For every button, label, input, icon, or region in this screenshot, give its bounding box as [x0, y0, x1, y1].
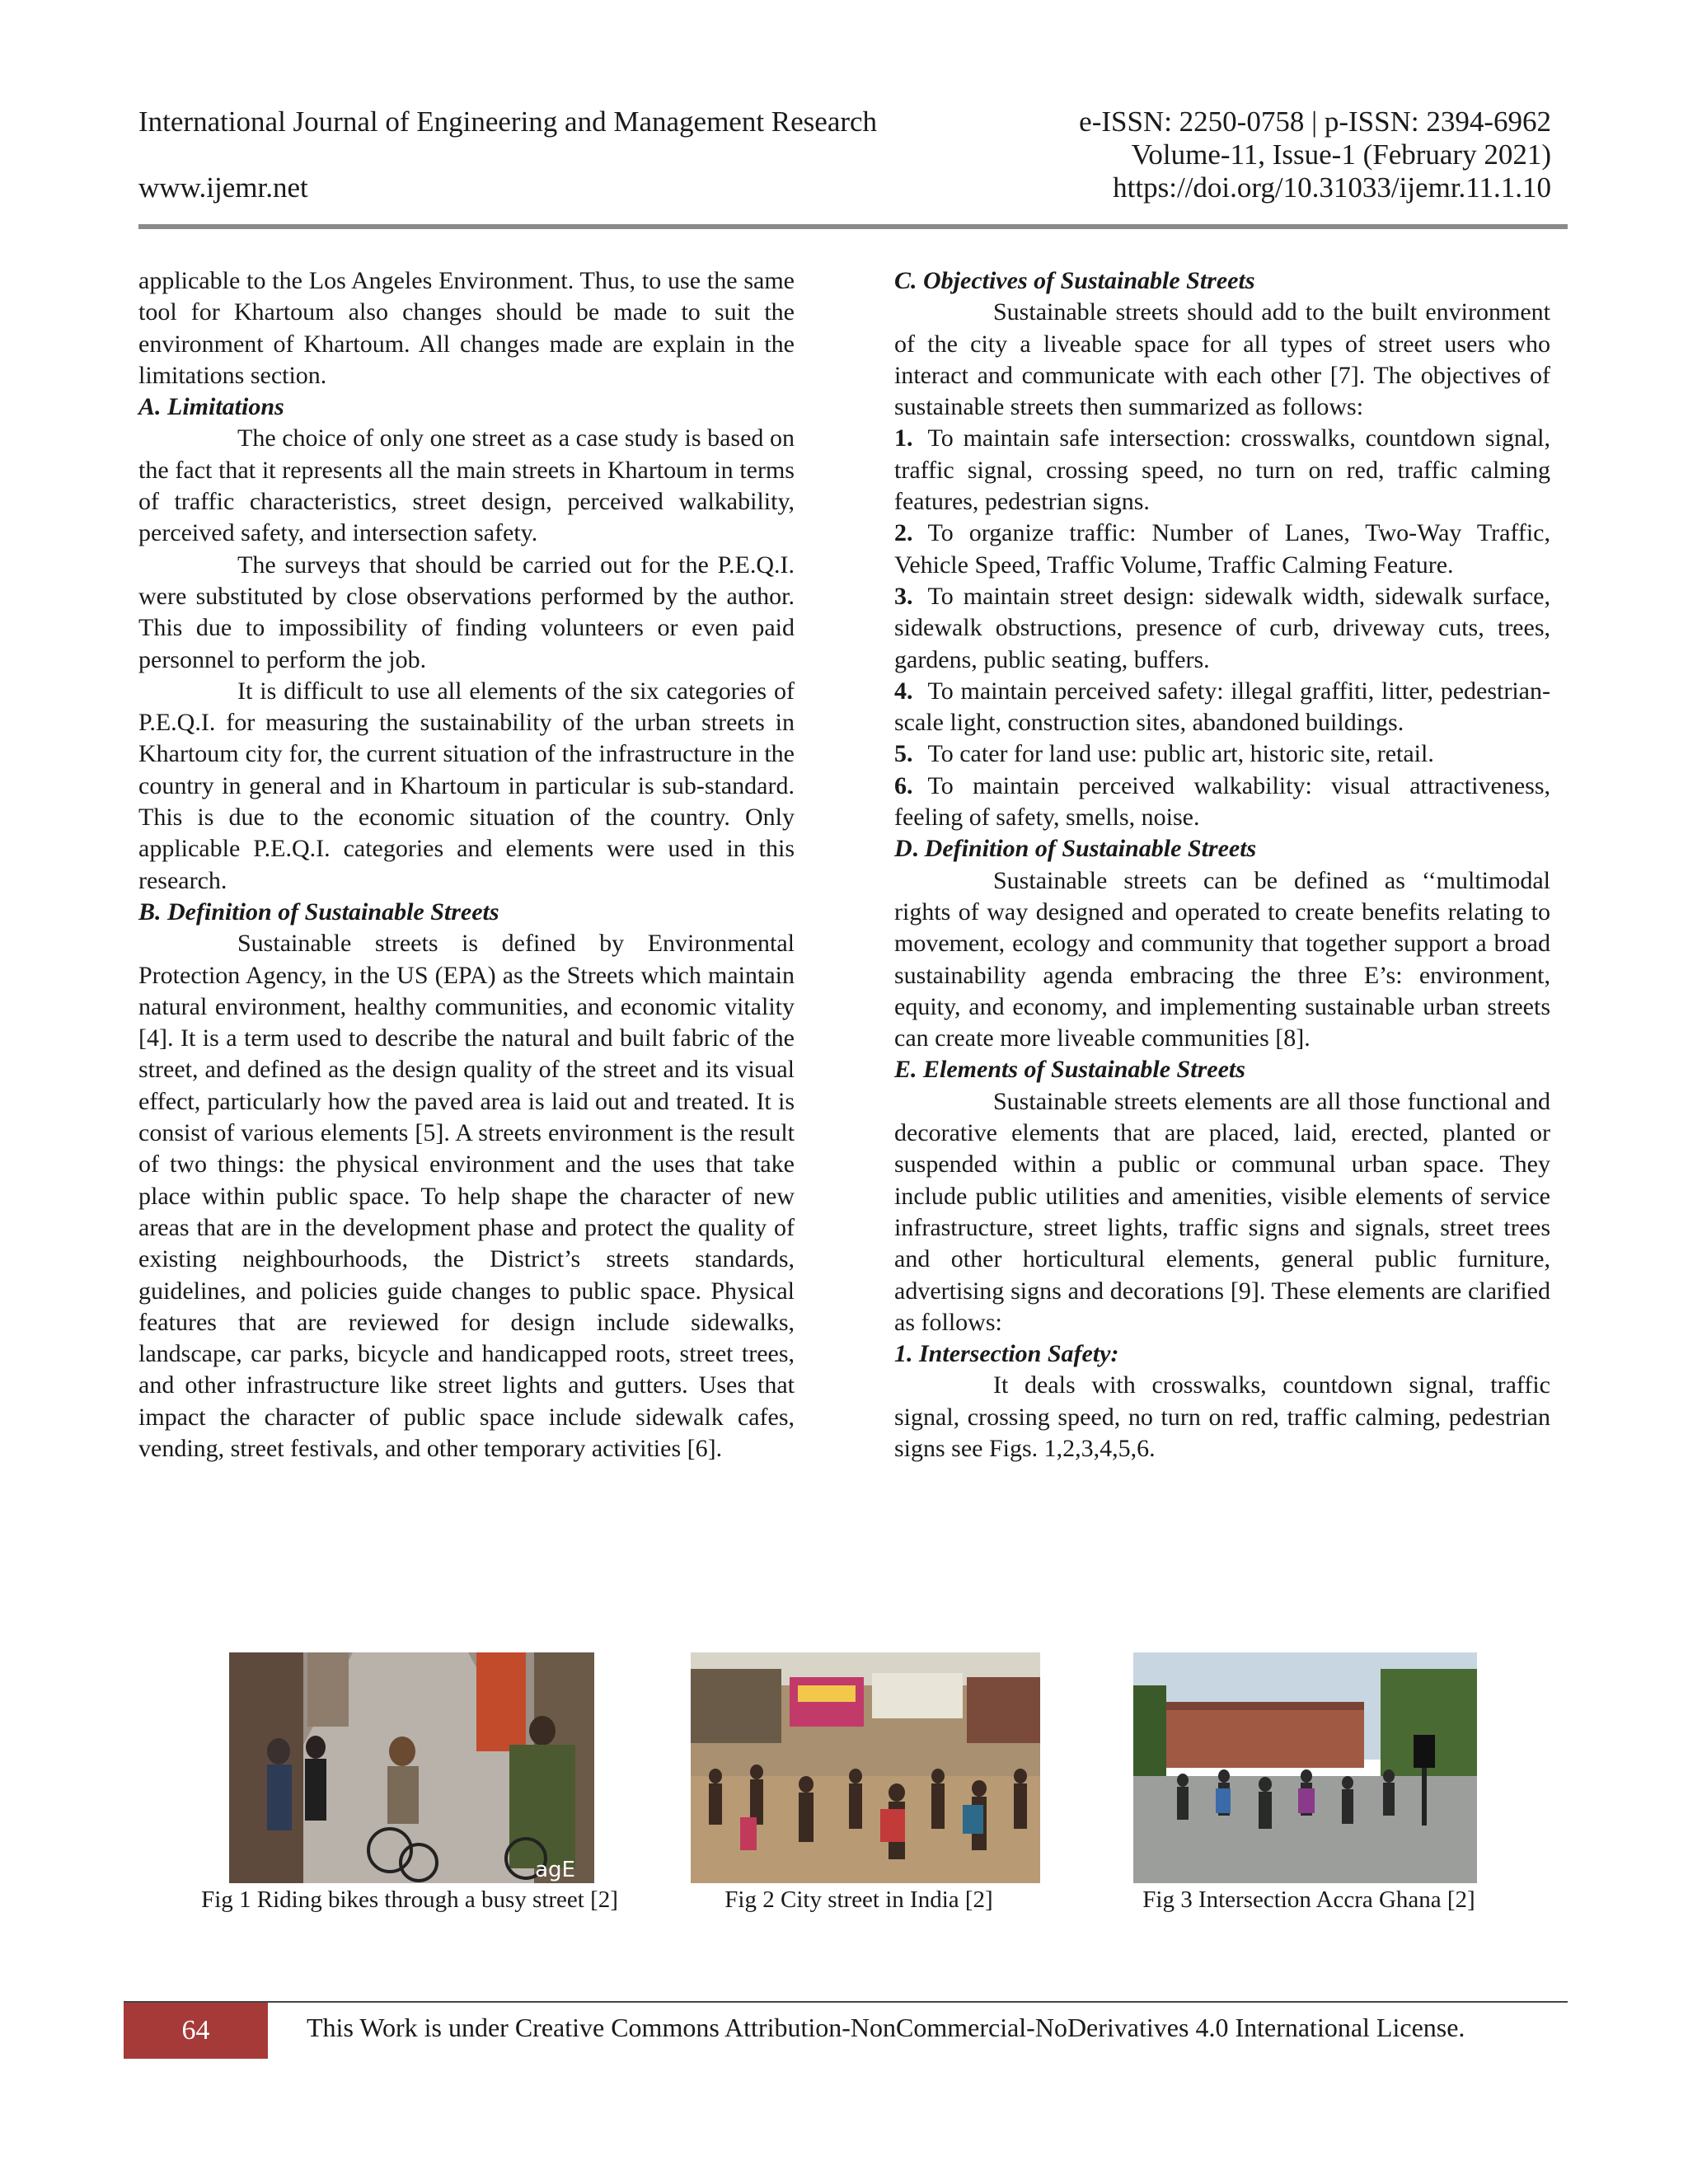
objective-text: To organize traffic: Number of Lanes, Two-Way Traffic, Vehicle Speed, Traffic Volume, Traffic Calming Feature. — [894, 519, 1550, 579]
objective-item-1 — [894, 423, 1550, 518]
journal-website[interactable]: www.ijemr.net — [138, 171, 308, 204]
figure-2-image — [691, 1652, 1040, 1883]
india-street-illustration — [691, 1652, 1040, 1883]
figure-3-caption: Fig 3 Intersection Accra Ghana [2] — [1142, 1886, 1475, 1913]
bike-street-illustration — [229, 1652, 594, 1883]
definition-d-label: D — [894, 835, 912, 863]
figure-2-caption: Fig 2 City street in India [2] — [724, 1886, 993, 1913]
definition-d-heading: D. Definition of Sustainable Streets — [894, 835, 1257, 863]
elements-heading: E. Elements of Sustainable Streets — [894, 1056, 1245, 1084]
volume-issue: Volume-11, Issue-1 (February 2021) — [1131, 138, 1551, 171]
figure-1-image — [229, 1652, 594, 1883]
objective-item-2 — [894, 518, 1550, 581]
doi-link[interactable]: https://doi.org/10.31033/ijemr.11.1.10 — [1113, 171, 1551, 204]
definition-d-paragraph: Sustainable streets can be defined as ‘‘multimodal rights of way designed and operated to create benefits relating to movement, ecology and community that together support a broad sustainability agenda embracing the three E’s: environment, equity, and economy, and implementing sustainable urban streets can create more liveable communities [8]. — [894, 866, 1550, 1052]
objective-number: 2. — [894, 519, 913, 547]
objective-number: 4. — [894, 677, 913, 705]
objectives-paragraph: Sustainable streets should add to the built environment of the city a liveable space for all types of street users who interact and communicate with each other [7]. The objectives of sustainable streets then summarized as follows: — [894, 298, 1550, 421]
journal-title: International Journal of Engineering and Management Research — [138, 105, 878, 138]
objective-item-3 — [894, 581, 1550, 676]
definition-d-title: Definition of Sustainable Streets — [924, 835, 1257, 863]
figure-1-caption: Fig 1 Riding bikes through a busy street [2] — [201, 1886, 618, 1913]
intro-paragraph: applicable to the Los Angeles Environment. Thus, to use the same tool for Khartoum also changes should be made to suit the environment of Khartoum. All changes made are explain in the limitations section. — [138, 267, 795, 389]
objective-text: To maintain perceived walkability: visual attractiveness, feeling of safety, smells, noise. — [894, 771, 1550, 832]
definition-heading: B. Definition of Sustainable Streets — [138, 898, 499, 926]
accra-intersection-illustration — [1133, 1652, 1477, 1883]
figure-1-watermark: agE — [535, 1858, 575, 1882]
objective-item-5 — [894, 738, 1550, 770]
page-number: 64 — [124, 2003, 268, 2059]
objective-item-4 — [894, 676, 1550, 739]
objective-number: 1. — [894, 424, 913, 452]
elements-paragraph: Sustainable streets elements are all those functional and decorative elements that are placed, laid, erected, planted or suspended within a public or communal urban space. They include public utilities and amenities, visible elements of service infrastructure, street lights, traffic signs and signals, street trees and other horticultural elements, general public furniture, advertising signs and decorations [9]. These elements are clarified as follows: — [894, 1087, 1550, 1336]
intersection-safety-paragraph: It deals with crosswalks, countdown signal, traffic signal, crossing speed, no turn on red, traffic calming, pedestrian signs see Figs. 1,2,3,4,5,6. — [894, 1371, 1550, 1462]
objective-text: To maintain safe intersection: crosswalks, countdown signal, traffic signal, crossing speed, no turn on red, traffic calming features, pedestrian signs. — [894, 424, 1550, 516]
objectives-heading: C. Objectives of Sustainable Streets — [894, 267, 1255, 294]
figure-3-image — [1133, 1652, 1477, 1883]
license-text: This Work is under Creative Commons Attribution-NonCommercial-NoDerivatives 4.0 International License. — [307, 2013, 1465, 2042]
limitations-paragraph-2: The surveys that should be carried out for the P.E.Q.I. were substituted by close observations performed by the author. This due to impossibility of finding volunteers or even paid personnel to perform the job. — [138, 551, 795, 673]
limitations-paragraph-3: It is difficult to use all elements of the six categories of P.E.Q.I. for measuring the sustainability of the urban streets in Khartoum city for, the current situation of the infrastructure in the country in general and in Khartoum in particular is sub-standard. This is due to the economic situation of the country. Only applicable P.E.Q.I. categories and elements were used in this research. — [138, 677, 795, 894]
left-column — [138, 265, 795, 1465]
objective-number: 3. — [894, 582, 913, 610]
page-header — [138, 105, 1551, 204]
objective-text: To maintain street design: sidewalk width, sidewalk surface, sidewalk obstructions, presence of curb, driveway cuts, trees, gardens, public seating, buffers. — [894, 582, 1550, 673]
objective-number: 5. — [894, 740, 913, 768]
limitations-heading: A. Limitations — [138, 393, 284, 421]
intersection-safety-heading: 1. Intersection Safety: — [894, 1340, 1119, 1368]
header-rule — [138, 224, 1568, 229]
right-column — [894, 265, 1550, 1465]
definition-paragraph: Sustainable streets is defined by Environmental Protection Agency, in the US (EPA) as the Streets which maintain natural environment, healthy communities, and economic vitality [4]. It is a term used to describe the natural and built fabric of the street, and defined as the design quality of the street and its visual effect, particularly how the paved area is laid out and treated. It is consist of various elements [5]. A streets environment is the result of two things: the physical environment and the uses that take place within public space. To help shape the character of new areas that are in the development phase and protect the quality of existing neighbourhoods, the District’s streets standards, guidelines, and policies guide changes to public space. Physical features that are reviewed for design include sidewalks, landscape, car parks, bicycle and handicapped roots, street trees, and other infrastructure like street lights and gutters. Uses that impact the character of public space include sidewalk cafes, vending, street festivals, and other temporary activities [6]. — [138, 930, 795, 1462]
footer-rule — [124, 2001, 1568, 2003]
objective-text: To maintain perceived safety: illegal graffiti, litter, pedestrian-scale light, construction sites, abandoned buildings. — [894, 677, 1550, 737]
issn: e-ISSN: 2250-0758 | p-ISSN: 2394-6962 — [1079, 105, 1551, 138]
objective-text: To cater for land use: public art, historic site, retail. — [927, 740, 1434, 768]
objective-item-6 — [894, 771, 1550, 834]
objective-number: 6. — [894, 771, 913, 799]
limitations-paragraph-1: The choice of only one street as a case study is based on the fact that it represents all the main streets in Khartoum in terms of traffic characteristics, street design, perceived walkability, perceived safety, and intersection safety. — [138, 424, 795, 547]
